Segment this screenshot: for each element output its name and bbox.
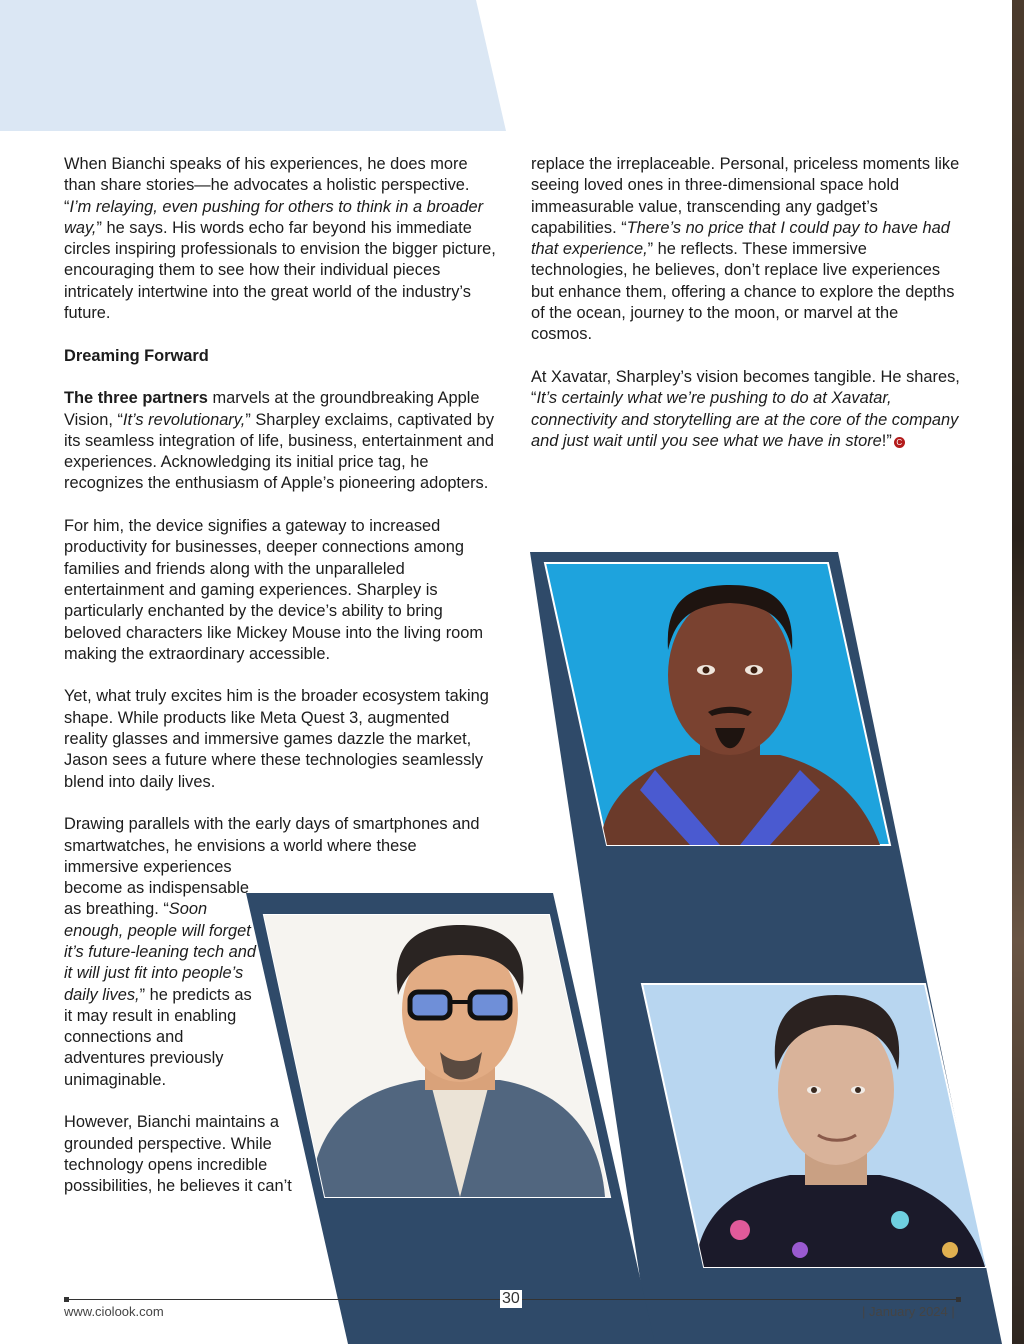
paragraph: Yet, what truly excites him is the broader ecosystem taking shape. While products like Meta Quest 3, augmented reality glasses and immersive games dazzle the market, Jason sees a future where these technologies seamlessly blend into daily lives. <box>64 687 489 791</box>
footer-issue-date: | January 2024 | <box>862 1304 955 1319</box>
paragraph: replace the irreplaceable. Personal, priceless moments like seeing loved ones in three-dimensional space hold immeasurable value, transcending any gadget’s capabilities. “There’s no price that I could pay to have had that experience,” he reflects. These immersive technologies, he believes, don’t replace live experiences but enhance them, offering a chance to explore the depths of the ocean, journey to the moon, or marvel at the cosmos. <box>531 155 960 344</box>
header-shape <box>0 0 506 131</box>
footer-rule-left-dot <box>64 1297 69 1302</box>
portrait-man-light-background <box>642 984 987 1267</box>
paragraph: However, Bianchi maintains a grounded perspective. While technology opens incredible possibilities, he believes it can’t <box>64 1113 292 1196</box>
portrait-man-blue-background <box>545 563 890 845</box>
article-left-column <box>64 154 496 1198</box>
article-right-column <box>531 154 963 473</box>
paragraph: At Xavatar, Sharpley’s vision becomes tangible. He shares, “It’s certainly what we’re pushing to do at Xavatar, connectivity and storytelling are at the core of the company and just wait until you see what we have in store!” C <box>531 367 960 450</box>
paragraph: Drawing parallels with the early days of smartphones and smartwatches, he envisions a world where these immersive experiences become as indispensable as breathing. “Soon enough, people will forget it’s future-leaning tech and it will just fit into people’s daily lives,” he predicts as it may result in enabling connections and adventures previously unimaginable. <box>64 815 480 1089</box>
paragraph: For him, the device signifies a gateway to increased productivity for businesses, deeper connections among families and friends along with the unparalleled entertainment and gaming experiences. Sharpley is particularly enchanted by the device’s ability to bring beloved characters like Mickey Mouse into the living room making the extraordinary accessible. <box>64 517 484 663</box>
ciolook-end-mark-icon: C <box>894 437 905 448</box>
right-edge-photo-strip <box>1012 0 1024 1344</box>
footer-website-link[interactable]: www.ciolook.com <box>64 1304 164 1319</box>
paragraph: When Bianchi speaks of his experiences, he does more than share stories—he advocates a holistic perspective. “I’m relaying, even pushing for others to think in a broader way,” he says. His words echo far beyond his immediate circles inspiring professionals to envision the bigger picture, encouraging them to see how their individual pieces intricately intertwine into the great world of the industry’s future. <box>64 155 496 323</box>
section-heading: Dreaming Forward <box>64 346 209 365</box>
footer-rule-right-dot <box>956 1297 961 1302</box>
paragraph: The three partners marvels at the groundbreaking Apple Vision, “It’s revolutionary,” Sharpley exclaims, captivated by its seamless integration of life, business, entertainment and experiences. Acknowledging its initial price tag, he recognizes the enthusiasm of Apple’s pioneering adopters. <box>64 389 495 493</box>
page-number: 30 <box>502 1290 520 1307</box>
